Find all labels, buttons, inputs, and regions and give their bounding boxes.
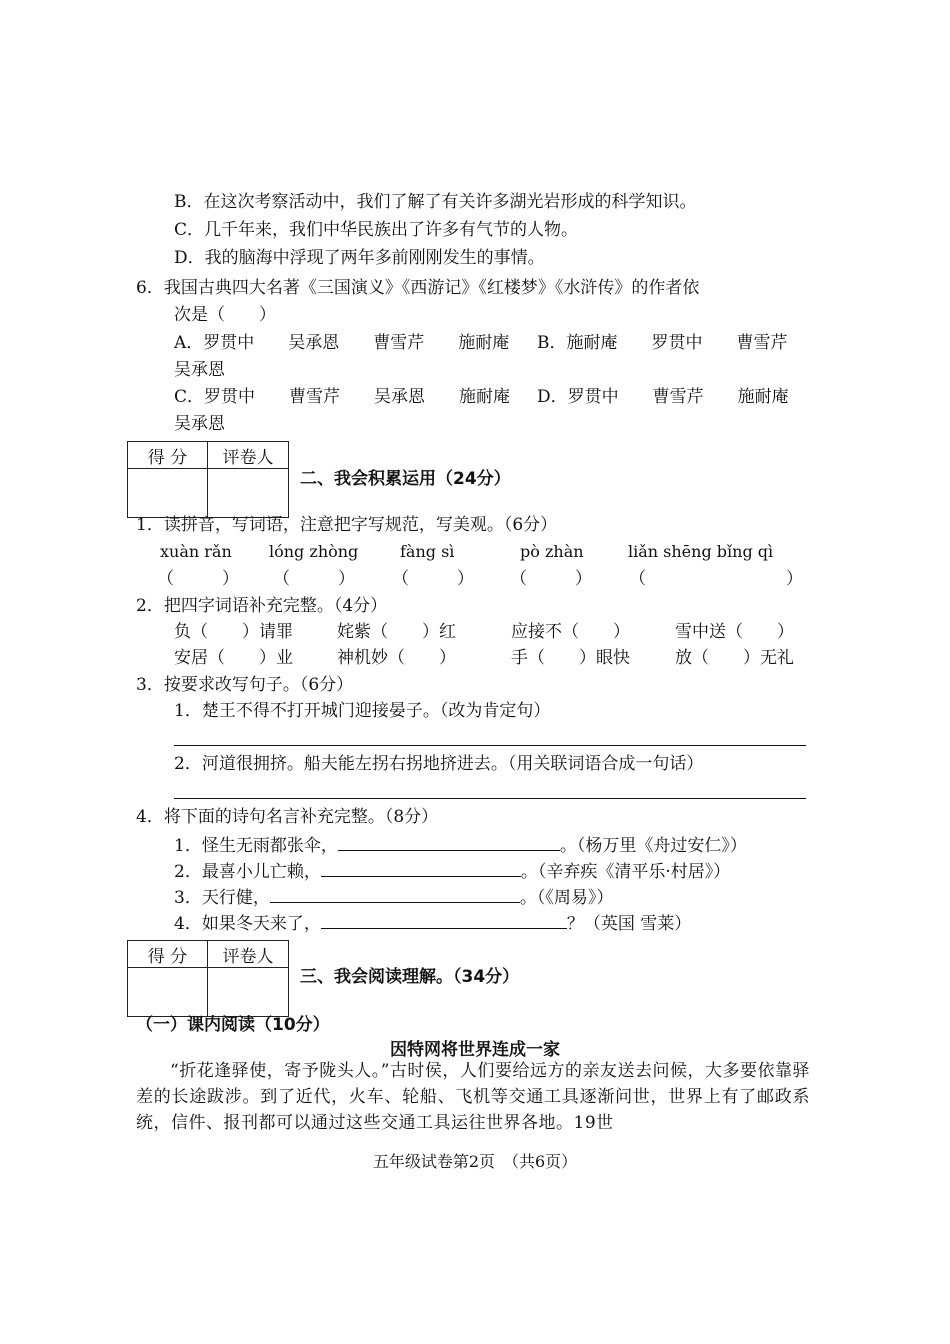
answer-box-2[interactable]: （ ）	[273, 569, 355, 589]
poem-1-prefix: 1．怪生无雨都张伞，	[174, 836, 338, 856]
idiom-7: 手（ ）眼快	[511, 648, 630, 668]
score-cell[interactable]	[128, 968, 208, 1017]
answer-line-q3-1[interactable]	[174, 745, 806, 746]
grader-label: 评卷人	[208, 442, 289, 469]
poem-line-4	[174, 910, 691, 936]
s2-q4-stem: 4．将下面的诗句名言补充完整。（8分）	[136, 807, 439, 827]
poem-1-source: 。（杨万里《舟过安仁》）	[559, 836, 747, 856]
page-footer: 五年级试卷第2页 （共6页）	[372, 1152, 578, 1171]
poem-4-blank[interactable]	[321, 910, 567, 929]
section2-title: 二、我会积累运用（24分）	[300, 469, 511, 489]
idiom-3: 应接不（ ）	[511, 622, 630, 642]
q5-option-d: D．我的脑海中浮现了两年多前刚刚发生的事情。	[174, 248, 545, 268]
q6-option-c: C．罗贯中 曹雪芹 吴承恩 施耐庵	[174, 387, 511, 407]
answer-box-5[interactable]: （ ）	[629, 569, 803, 589]
pinyin-5: liǎn shēng bǐng qì	[628, 542, 774, 561]
q6-stem-line2: 次是（ ）	[174, 305, 276, 325]
poem-4-source: ？（英国 雪莱）	[566, 914, 692, 934]
poem-3-blank[interactable]	[270, 884, 520, 903]
pinyin-4: pò zhàn	[520, 542, 584, 561]
s2-q3-item1: 1．楚王不得不打开城门迎接晏子。（改为肯定句）	[174, 701, 551, 721]
score-cell[interactable]	[128, 469, 208, 518]
grader-cell[interactable]	[208, 469, 289, 518]
grader-label: 评卷人	[208, 941, 289, 968]
score-label: 得 分	[128, 442, 208, 469]
q5-option-c: C．几千年来，我们中华民族出了许多有气节的人物。	[174, 220, 579, 240]
q6-stem-line1: 6．我国古典四大名著《三国演义》《西游记》《红楼梦》《水浒传》的作者依	[136, 278, 700, 298]
answer-box-4[interactable]: （ ）	[510, 569, 592, 589]
idiom-6: 神机妙（ ）	[337, 648, 456, 668]
pinyin-2: lóng zhòng	[269, 542, 359, 561]
pinyin-3: fàng sì	[400, 542, 455, 561]
poem-3-prefix: 3．天行健，	[174, 888, 270, 908]
article-title: 因特网将世界连成一家	[390, 1040, 560, 1060]
score-box-section3	[127, 940, 289, 1017]
poem-line-2	[174, 858, 730, 884]
score-label: 得 分	[128, 941, 208, 968]
answer-line-q3-2[interactable]	[174, 798, 806, 799]
answer-box-3[interactable]: （ ）	[392, 569, 474, 589]
s2-q3-item2: 2．河道很拥挤。船夫能左拐右拐地挤进去。（用关联词语合成一句话）	[174, 754, 704, 774]
poem-2-source: 。（辛弃疾《清平乐·村居》）	[520, 862, 731, 882]
s2-q1-stem: 1．读拼音，写词语，注意把字写规范，写美观。（6分）	[136, 515, 558, 535]
article-text: “折花逢驿使，寄予陇头人。”古时侯，人们要给远方的亲友送去问候，大多要依靠驿差的长途跋涉。到了近代，火车、轮船、飞机等交通工具逐渐问世，世界上有了邮政系统，信件、报刊都可以通过这些交通工具运往世界各地。19世	[136, 1061, 810, 1133]
idiom-1: 负（ ）请罪	[174, 622, 293, 642]
s2-q3-stem: 3．按要求改写句子。（6分）	[136, 675, 354, 695]
poem-2-blank[interactable]	[321, 858, 521, 877]
idiom-8: 放（ ）无礼	[675, 648, 794, 668]
poem-line-1	[174, 832, 747, 858]
q6-option-d-continued: 吴承恩	[174, 414, 225, 434]
section3-sub1: （一）课内阅读（10分）	[136, 1015, 330, 1035]
poem-3-source: 。（《周易》）	[519, 888, 614, 908]
idiom-4: 雪中送（ ）	[675, 622, 794, 642]
answer-box-1[interactable]: （ ）	[157, 569, 239, 589]
pinyin-1: xuàn rǎn	[160, 542, 232, 561]
section3-title: 三、我会阅读理解。（34分）	[300, 967, 520, 987]
q5-option-b: B．在这次考察活动中，我们了解了有关许多湖光岩形成的科学知识。	[174, 192, 697, 212]
poem-line-3	[174, 884, 613, 910]
q6-option-b-continued: 吴承恩	[174, 360, 225, 380]
q6-option-b: B．施耐庵 罗贯中 曹雪芹	[537, 333, 788, 353]
grader-cell[interactable]	[208, 968, 289, 1017]
poem-4-prefix: 4．如果冬天来了，	[174, 914, 321, 934]
idiom-5: 安居（ ）业	[174, 648, 293, 668]
q6-option-a: A．罗贯中 吴承恩 曹雪芹 施耐庵	[174, 333, 510, 353]
poem-2-prefix: 2．最喜小儿亡赖，	[174, 862, 321, 882]
poem-1-blank[interactable]	[338, 832, 560, 851]
score-box-section2	[127, 441, 289, 518]
idiom-2: 姹紫（ ）红	[337, 622, 456, 642]
s2-q2-stem: 2．把四字词语补充完整。（4分）	[136, 596, 388, 616]
q6-option-d: D．罗贯中 曹雪芹 施耐庵	[537, 387, 789, 407]
